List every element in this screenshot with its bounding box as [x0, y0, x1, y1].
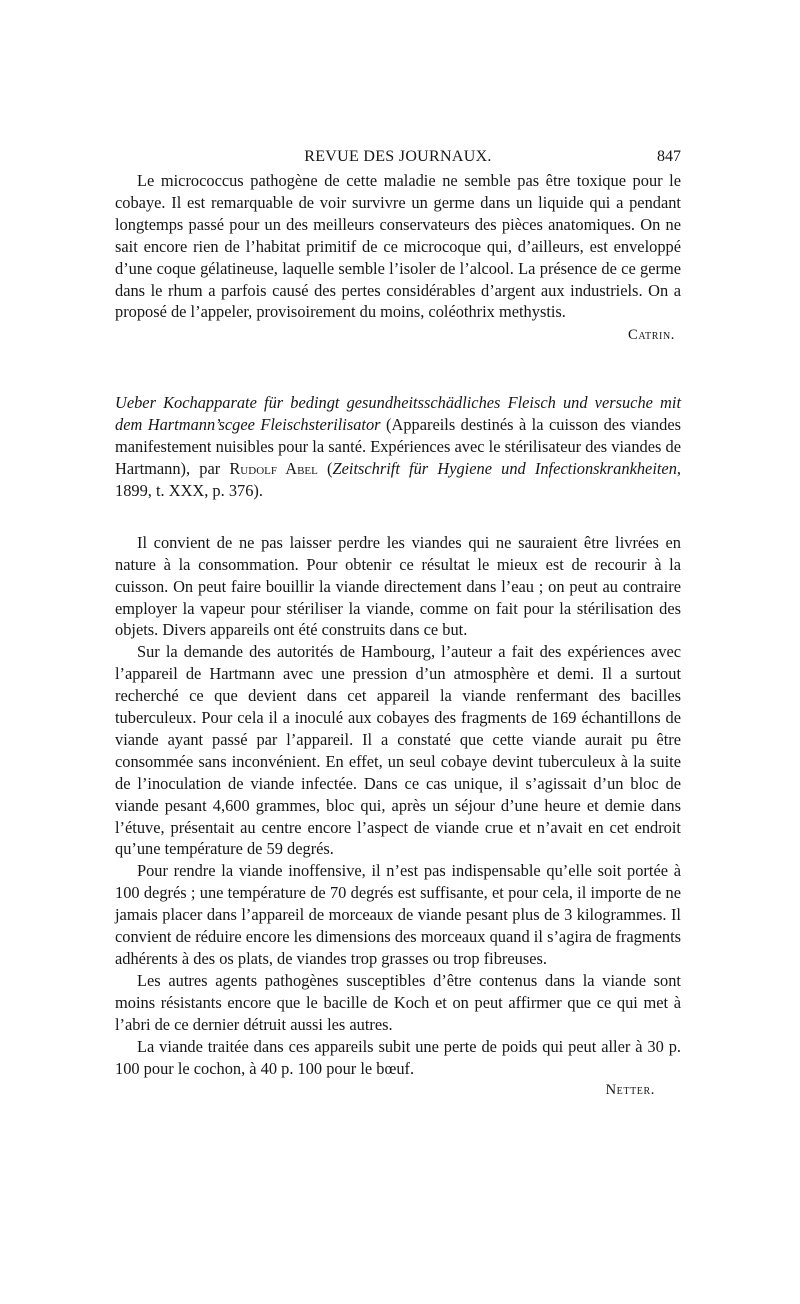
- article-reference: [115, 392, 681, 502]
- second-article-signature: Netter.: [605, 1082, 655, 1099]
- page-number: 847: [657, 148, 681, 165]
- page: [115, 142, 681, 1102]
- reference-title: Ueber Kochapparate für bedingt gesundheitsschädliches Fleisch und versuche mit dem Hartmann’scgee Fleischsterilisator: [115, 393, 681, 435]
- body-paragraph: Les autres agents pathogènes susceptibles d’être contenus dans la viande sont moins résistants encore que le bacille de Koch et on peut affirmer que ce qui met à l’abri de ce dernier détruit aussi les autres.: [115, 970, 681, 1034]
- running-title: REVUE DES JOURNAUX.: [304, 148, 492, 165]
- reference-translation: (Appareils destinés à la cuisson des viandes manifestement nuisibles pour la santé. Expériences avec le stérilisateur des viandes de Hartmann), par: [115, 415, 681, 478]
- reference-journal-details: , 1899, t. XXX, p. 376).: [115, 458, 682, 500]
- body-paragraph: Pour rendre la viande inoffensive, il n’est pas indispensable qu’elle soit portée à 100 degrés ; une température de 70 degrés est suffisante, et pour cela, il importe de ne jamais placer dans l’appareil de morceaux de viande pesant plus de 3 kilogrammes. Il convient de réduire encore les dimensions des morceaux quand il s’agira de fragments adhérents à des os plats, de viandes trop grasses ou trop fibreuses.: [115, 861, 681, 968]
- reference-author: Rudolf Abel: [229, 458, 318, 478]
- reference-journal-open: (: [317, 458, 333, 478]
- article-body: [115, 532, 681, 1080]
- body-paragraph: Sur la demande des autorités de Hambourg, l’auteur a fait des expériences avec l’appareil de Hartmann avec une pression d’un atmosphère et demi. Il a surtout recherché ce que devient dans cet appareil la viande renfermant des bacilles tuberculeux. Pour cela il a inoculé aux cobayes des fragments de 169 échantillons de viande ayant passé par l’appareil. Il a constaté que cette viande aurait pu être consommée sans inconvénient. En effet, un seul cobaye devint tuberculeux à la suite de l’inoculation de viande infectée. Dans ce cas unique, il s’agissait d’un bloc de viande pesant 4,600 grammes, bloc qui, après un séjour d’une heure et demie dans l’étuve, présentait au centre encore l’aspect de viande crue et n’avait en cet endroit qu’une température de 59 degrés.: [115, 642, 681, 859]
- reference-journal: Zeitschrift für Hygiene und Infectionskrankheiten: [332, 458, 677, 478]
- running-header: [115, 142, 681, 170]
- body-paragraph: Il convient de ne pas laisser perdre les viandes qui ne sauraient être livrées en nature à la consommation. Pour obtenir ce résultat le mieux est de recourir à la cuisson. On peut faire bouillir la viande directement dans l’eau ; on peut au contraire employer la vapeur pour stériliser la viande, comme on fait pour la stérilisation des objets. Divers appareils ont été construits dans ce but.: [115, 532, 681, 640]
- first-article-signature: Catrin.: [628, 327, 675, 344]
- first-article-text: Le micrococcus pathogène de cette maladie ne semble pas être toxique pour le cobaye. Il est remarquable de voir survivre un germe dans un liquide qui a pendant longtemps passé pour un des meilleurs conservateurs des pièces anatomiques. On ne sait encore rien de l’habitat primitif de ce microcoque qui, d’ailleurs, est enveloppé d’une coque gélatineuse, laquelle semble l’isoler de l’alcool. La présence de ce germe dans le rhum a parfois causé des pertes considérables d’argent aux industriels. On a proposé de l’appeler, provisoirement du moins, coléothrix methystis.: [115, 171, 681, 322]
- body-paragraph: La viande traitée dans ces appareils subit une perte de poids qui peut aller à 30 p. 100 pour le cochon, à 40 p. 100 pour le bœuf.: [115, 1036, 681, 1078]
